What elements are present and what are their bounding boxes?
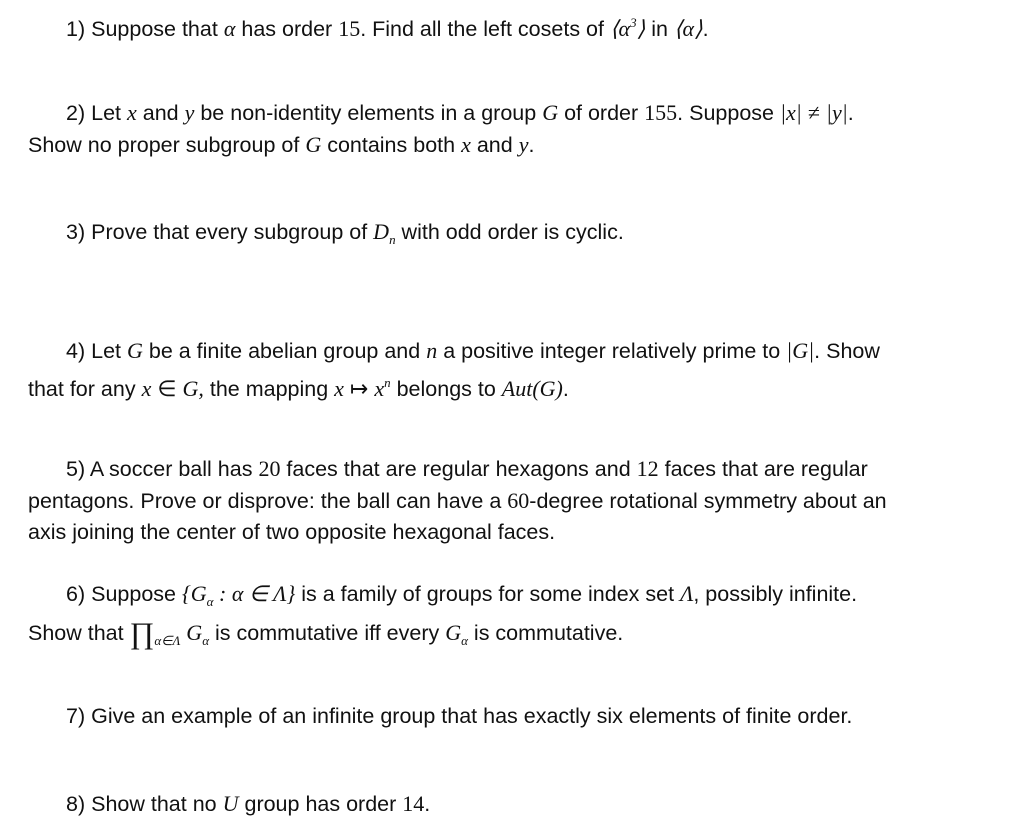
- subgroup-notation: $⟨\alpha^3⟩$: [609, 15, 646, 41]
- problem-number: 3): [66, 220, 86, 244]
- family-notation: {$G_\alpha$ : α ∈ Λ}: [181, 581, 296, 609]
- problem-number: 7): [66, 704, 86, 728]
- problem-3: 3) Prove that every subgroup of $D_n$ with odd order is cyclic.: [66, 219, 624, 247]
- problem-7: 7) Give an example of an infinite group that has exactly six elements of finite order.: [66, 704, 853, 728]
- problem-number: 8): [66, 792, 86, 816]
- problem-number: 4): [66, 339, 86, 363]
- problem-5: 5) A soccer ball has 20 faces that are regular hexagons and 12 faces that are regular pentagons. Prove or disprove: the ball can have a 60-degree rotational symmetry about an axis joining the center of two opposite hexagonal faces.: [28, 456, 887, 544]
- problem-1: 1) Suppose that α has order 15. Find all the left cosets of $⟨\alpha^3⟩$ in ⟨α⟩.: [66, 15, 709, 41]
- problem-8: 8) Show that no U group has order 14.: [66, 791, 431, 816]
- problem-4: 4) Let G be a finite abelian group and n a positive integer relatively prime to |G|. Show that for any x ∈ G, the mapping x ↦ $x^n$ belongs to Aut(G).: [28, 338, 880, 401]
- problem-number: 5): [66, 457, 86, 481]
- problem-number: 2): [66, 101, 86, 125]
- problem-6: 6) Suppose {$G_\alpha$ : α ∈ Λ} is a family of groups for some index set Λ, possibly infinite. Show that $\prod_{\alpha\in\Lambda}$ $G_\alpha$ is commutative iff every $G_\alpha$ is commutative.: [28, 581, 858, 650]
- problem-2: 2) Let x and y be non-identity elements in a group G of order 155. Suppose |x| ≠ |y|. Show no proper subgroup of G contains both x and y.: [28, 100, 854, 157]
- problem-number: 1): [66, 17, 86, 41]
- problem-number: 6): [66, 582, 86, 606]
- product-symbol: ∏: [129, 617, 155, 650]
